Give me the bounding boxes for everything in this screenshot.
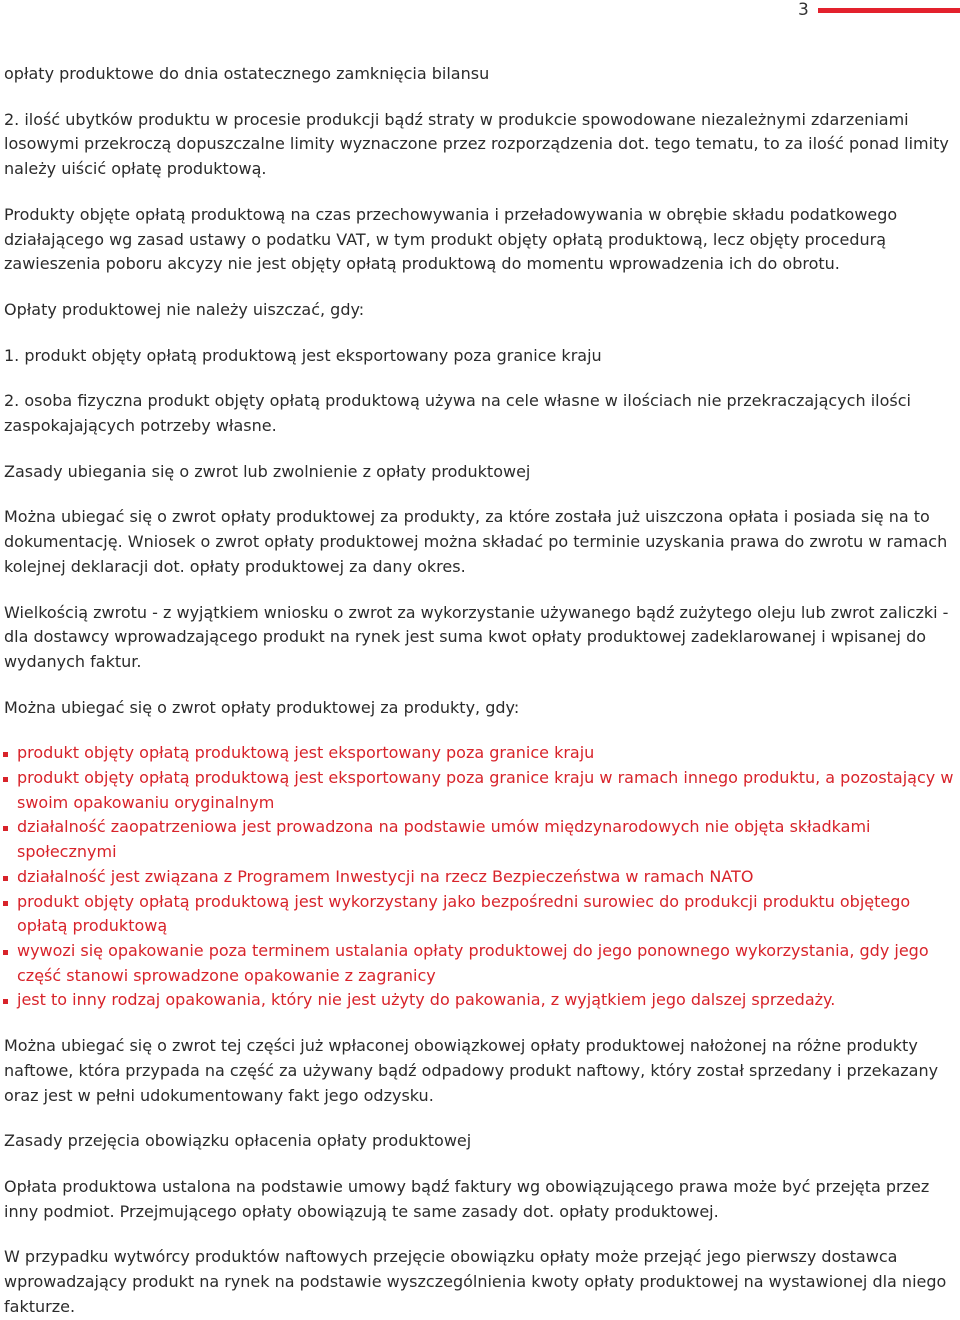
paragraph-refund-rules: Można ubiegać się o zwrot opłaty produktowej za produkty, za które została już uiszczona opłata i posiada się na to dokumentację. Wniosek o zwrot opłaty produktowej można składać po terminie uzyskania prawa do zwrotu w ramach kolejnej deklaracji dot. opłaty produktowej za dany okres. — [4, 507, 948, 576]
paragraph-exemptions-intro: Opłaty produktowej nie należy uiszczać, gdy: — [4, 299, 365, 319]
list-item — [4, 815, 956, 864]
bullet-icon — [3, 826, 8, 831]
bullet-icon — [3, 999, 8, 1004]
page-header — [0, 0, 960, 22]
list-item — [4, 890, 956, 939]
list-item — [4, 939, 956, 988]
bullet-icon — [3, 777, 8, 782]
refund-conditions-list — [4, 741, 956, 1013]
page-number: 3 — [798, 0, 809, 20]
section-heading-takeover: Zasady przejęcia obowiązku opłacenia opłaty produktowej — [4, 1131, 472, 1151]
bullet-icon — [3, 950, 8, 955]
list-item-text: działalność jest związana z Programem Inwestycji na rzecz Bezpieczeństwa w ramach NATO — [17, 866, 754, 886]
paragraph-exemption-2: 2. osoba fizyczna produkt objęty opłatą produktową używa na cele własne w ilościach nie przekraczających ilości zaspokajających potrzeby własne. — [4, 391, 911, 436]
list-item-text: produkt objęty opłatą produktową jest wykorzystany jako bezpośredni surowiec do produkcji produktu objętego opłatą produktową — [17, 891, 911, 936]
list-item — [4, 988, 956, 1013]
bullet-icon — [3, 876, 8, 881]
list-item-text: produkt objęty opłatą produktową jest eksportowany poza granice kraju — [17, 743, 595, 763]
paragraph-refund-intro: Można ubiegać się o zwrot opłaty produktowej za produkty, gdy: — [4, 697, 520, 717]
paragraph-exemption-1: 1. produkt objęty opłatą produktową jest eksportowany poza granice kraju — [4, 345, 602, 365]
paragraph-takeover-rules: Opłata produktowa ustalona na podstawie umowy bądź faktury wg obowiązującego prawa może być przejęta przez inny podmiot. Przejmującego opłaty obowiązują te same zasady dot. opłaty produktowej. — [4, 1176, 930, 1221]
list-item — [4, 741, 956, 766]
document-body — [4, 62, 956, 1319]
list-item-text: działalność zaopatrzeniowa jest prowadzona na podstawie umów międzynarodowych nie objęta składkami społecznymi — [17, 817, 871, 862]
paragraph-oil-refund: Można ubiegać się o zwrot tej części już wpłaconej obowiązkowej opłaty produktowej nałożonej na różne produkty naftowe, która przypada na część za używany bądź odpadowy produkt naftowy, który został sprzedany i przekazany oraz jest w pełni udokumentowany fakt jego odzysku. — [4, 1036, 939, 1105]
list-item — [4, 766, 956, 815]
header-accent-bar — [818, 8, 960, 13]
paragraph-sklad-podatkowy: Produkty objęte opłatą produktową na czas przechowywania i przeładowywania w obrębie składu podatkowego działającego wg zasad ustawy o podatku VAT, w tym produkt objęty opłatą produktową, lecz objęty procedurą zawieszenia poboru akcyzy nie jest objęty opłatą produktową do momentu wprowadzenia ich do obrotu. — [4, 204, 898, 274]
paragraph-oil-producer: W przypadku wytwórcy produktów naftowych przejęcie obowiązku opłaty może przejąć jego pierwszy dostawca wprowadzający produkt na rynek na podstawie wyszczególnienia kwoty opłaty produktowej na wystawionej dla niego fakturze. — [4, 1247, 947, 1316]
paragraph-ubytki: 2. ilość ubytków produktu w procesie produkcji bądź straty w produkcie spowodowane niezależnymi zdarzeniami losowymi przekroczą dopuszczalne limity wyznaczone przez rozporządzenia dot. tego tematu, to za ilość ponad limity należy uiścić opłatę produktową. — [4, 109, 949, 179]
paragraph-bilans: opłaty produktowe do dnia ostatecznego zamknięcia bilansu — [4, 64, 490, 83]
paragraph-refund-amount: Wielkością zwrotu - z wyjątkiem wniosku o zwrot za wykorzystanie używanego bądź zużytego oleju lub zwrot zaliczki - dla dostawcy wprowadzającego produkt na rynek jest suma kwot opłaty produktowej zadeklarowanej i wpisanej do wydanych faktur. — [4, 602, 949, 671]
section-heading-refund: Zasady ubiegania się o zwrot lub zwolnienie z opłaty produktowej — [4, 461, 531, 481]
list-item-text: wywozi się opakowanie poza terminem ustalania opłaty produktowej do jego ponownego wykorzystania, gdy jego część stanowi sprowadzone opakowanie z zagranicy — [17, 940, 929, 985]
bullet-icon — [3, 901, 8, 906]
list-item — [4, 865, 956, 890]
list-item-text: jest to inny rodzaj opakowania, który nie jest użyty do pakowania, z wyjątkiem jego dalszej sprzedaży. — [17, 990, 836, 1010]
bullet-icon — [3, 752, 8, 757]
list-item-text: produkt objęty opłatą produktową jest eksportowany poza granice kraju w ramach innego produktu, a pozostający w swoim opakowaniu oryginalnym — [17, 768, 954, 812]
